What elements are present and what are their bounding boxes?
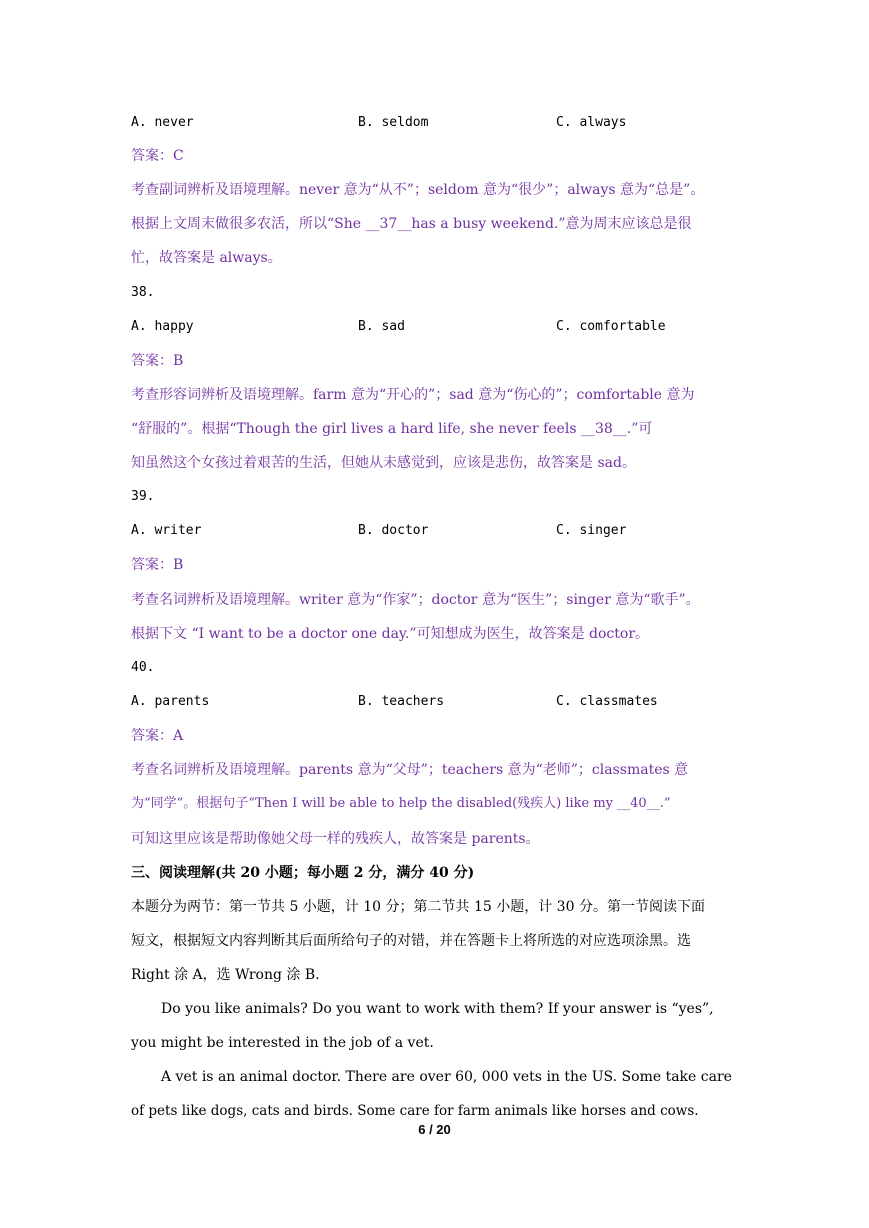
q40-answer: 答案：A — [131, 728, 184, 744]
q40-explanation-line: 可知这里应该是帮助像她父母一样的残疾人，故答案是 parents。 — [131, 831, 540, 847]
passage-line: of pets like dogs, cats and birds. Some care for farm animals like horses and cows. — [131, 1103, 699, 1119]
q37-explanation-line: 考查副词辨析及语境理解。never 意为“从不”；seldom 意为“很少”；always 意为“总是”。 — [131, 182, 705, 198]
q37-answer: 答案：C — [131, 148, 184, 164]
q39-number: 39. — [131, 489, 155, 504]
q40-explanation-line: 考查名词辨析及语境理解。parents 意为“父母”；teachers 意为“老师”；classmates 意 — [131, 762, 689, 778]
page-number: 6 / 20 — [418, 1122, 451, 1137]
q37-explanation-line: 忙，故答案是 always。 — [131, 250, 282, 266]
passage-line: A vet is an animal doctor. There are over 60, 000 vets in the US. Some take care — [161, 1069, 732, 1085]
section-instructions-line: 本题分为两节：第一节共 5 小题，计 10 分；第二节共 15 小题，计 30 分。第一节阅读下面 — [131, 899, 705, 915]
q37-option-c: C. always — [556, 115, 627, 130]
q37-option-a: A. never — [131, 115, 194, 130]
q38-explanation-line: 考查形容词辨析及语境理解。farm 意为“开心的”；sad 意为“伤心的”；comfortable 意为 — [131, 387, 695, 403]
q40-explanation-line: 为“同学”。根据句子“Then I will be able to help the disabled(残疾人) like my __40__.” — [131, 796, 671, 811]
q40-option-b: B. teachers — [358, 694, 445, 709]
q39-option-b: B. doctor — [358, 523, 429, 538]
q38-option-b: B. sad — [358, 319, 405, 334]
q38-option-c: C. comfortable — [556, 319, 666, 334]
q39-explanation-line: 考查名词辨析及语境理解。writer 意为“作家”；doctor 意为“医生”；singer 意为“歌手”。 — [131, 592, 700, 608]
q38-explanation-line: “舒服的”。根据“Though the girl lives a hard life, she never feels __38__.”可 — [131, 421, 653, 437]
q38-answer: 答案：B — [131, 353, 184, 369]
q38-explanation-line: 知虽然这个女孩过着艰苦的生活，但她从未感觉到，应该是悲伤，故答案是 sad。 — [131, 455, 636, 471]
q39-explanation-line: 根据下文 “I want to be a doctor one day.”可知想成为医生，故答案是 doctor。 — [131, 626, 650, 642]
q40-number: 40. — [131, 660, 155, 675]
section-instructions-line: Right 涂 A，选 Wrong 涂 B. — [131, 967, 320, 983]
q40-option-c: C. classmates — [556, 694, 658, 709]
section-heading: 三、阅读理解(共 20 小题；每小题 2 分，满分 40 分) — [131, 865, 475, 881]
q40-option-a: A. parents — [131, 694, 210, 709]
q38-number: 38. — [131, 285, 155, 300]
passage-line: you might be interested in the job of a vet. — [131, 1035, 434, 1051]
section-instructions-line: 短文，根据短文内容判断其后面所给句子的对错，并在答题卡上将所选的对应选项涂黑。选 — [131, 933, 691, 949]
passage-line: Do you like animals? Do you want to work with them? If your answer is “yes”, — [161, 1001, 714, 1017]
q39-answer: 答案：B — [131, 557, 184, 573]
q38-option-a: A. happy — [131, 319, 194, 334]
q39-option-a: A. writer — [131, 523, 202, 538]
q37-explanation-line: 根据上文周末做很多农活，所以“She __37__has a busy weekend.”意为周末应该总是很 — [131, 216, 692, 232]
q39-option-c: C. singer — [556, 523, 627, 538]
q37-option-b: B. seldom — [358, 115, 429, 130]
